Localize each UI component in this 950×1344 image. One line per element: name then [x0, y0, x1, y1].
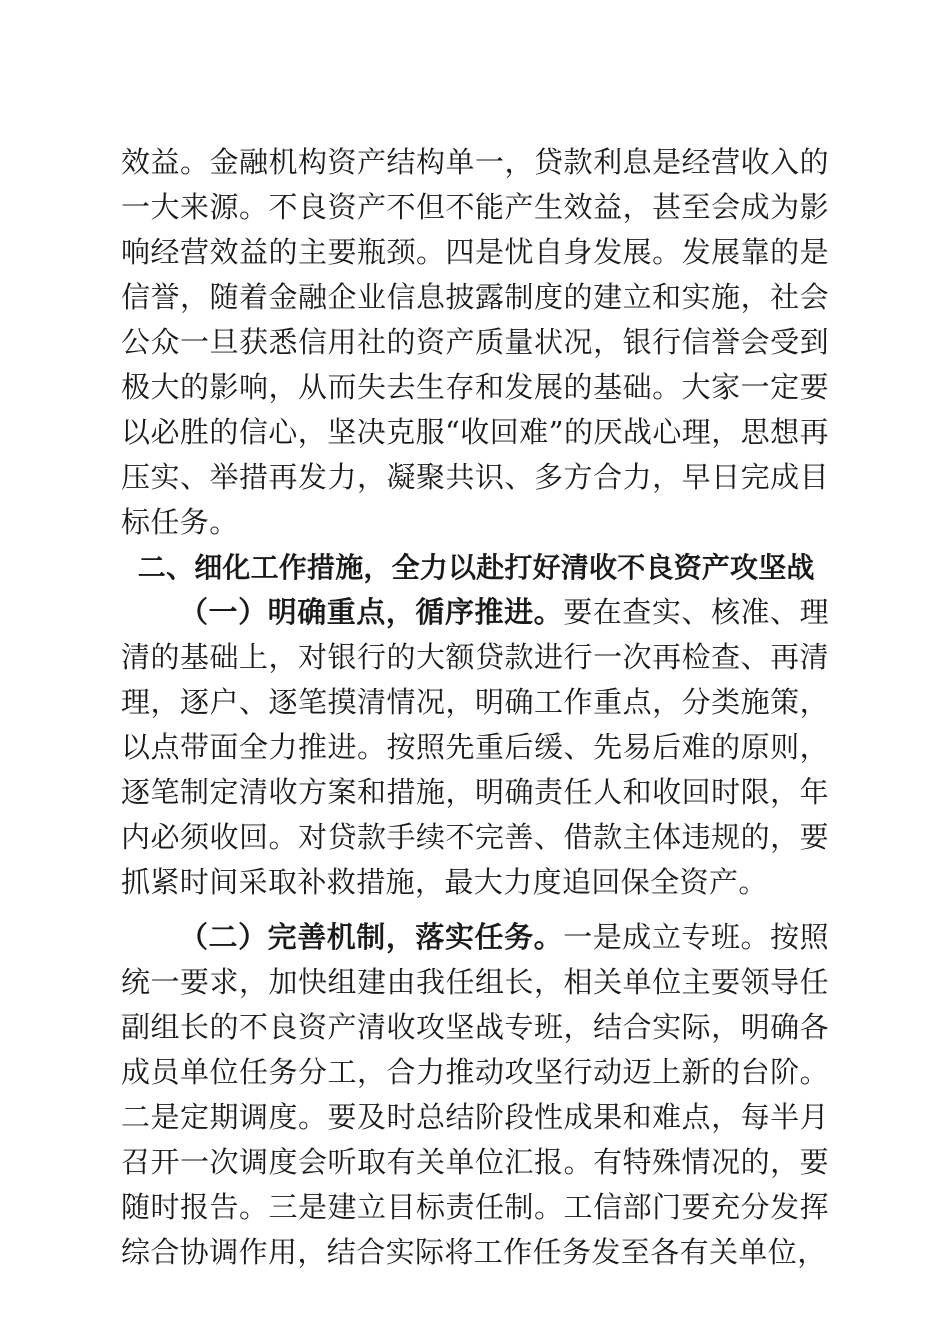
item-2-body: 一是成立专班。按照统一要求，加快组建由我任组长，相关单位主要领导任副组长的不良资产清收攻坚战专班，结合实际，明确各成员单位任务分工，合力推动攻坚行动迈上新的台阶。二是定期调度。要及时总结阶段性成果和难点，每半月召开一次调度会听取有关单位汇报。有特殊情况的，要随时报告。三是建立目标责任制。工信部门要充分发挥综合协调作用，结合实际将工作任务发至各有关单位，	[121, 920, 830, 1269]
paragraph-item-2	[121, 915, 829, 1275]
item-2-lead: （二）完善机制，落实任务。	[179, 920, 564, 954]
item-1-body: 要在查实、核准、理清的基础上，对银行的大额贷款进行一次再检查、再清理，逐户、逐笔摸清情况，明确工作重点，分类施策，以点带面全力推进。按照先重后缓、先易后难的原则，逐笔制定清收方案和措施，明确责任人和收回时限，年内必须收回。对贷款手续不完善、借款主体违规的，要抓紧时间采取补救措施，最大力度追回保全资产。	[121, 595, 830, 899]
paragraph-item-1	[121, 590, 829, 905]
section-heading: 二、细化工作措施，全力以赴打好清收不良资产攻坚战	[137, 551, 815, 584]
item-1-lead: （一）明确重点，循序推进。	[179, 595, 564, 629]
paragraph-continuation: 效益。金融机构资产结构单一，贷款利息是经营收入的一大来源。不良资产不但不能产生效益，甚至会成为影响经营效益的主要瓶颈。四是忧自身发展。发展靠的是信誉，随着金融企业信息披露制度的建立和实施，社会公众一旦获悉信用社的资产质量状况，银行信誉会受到极大的影响，从而失去生存和发展的基础。大家一定要以必胜的信心，坚决克服“收回难”的厌战心理，思想再压实、举措再发力，凝聚共识、多方合力，早日完成目标任务。	[121, 145, 829, 539]
document-body	[121, 140, 829, 1275]
